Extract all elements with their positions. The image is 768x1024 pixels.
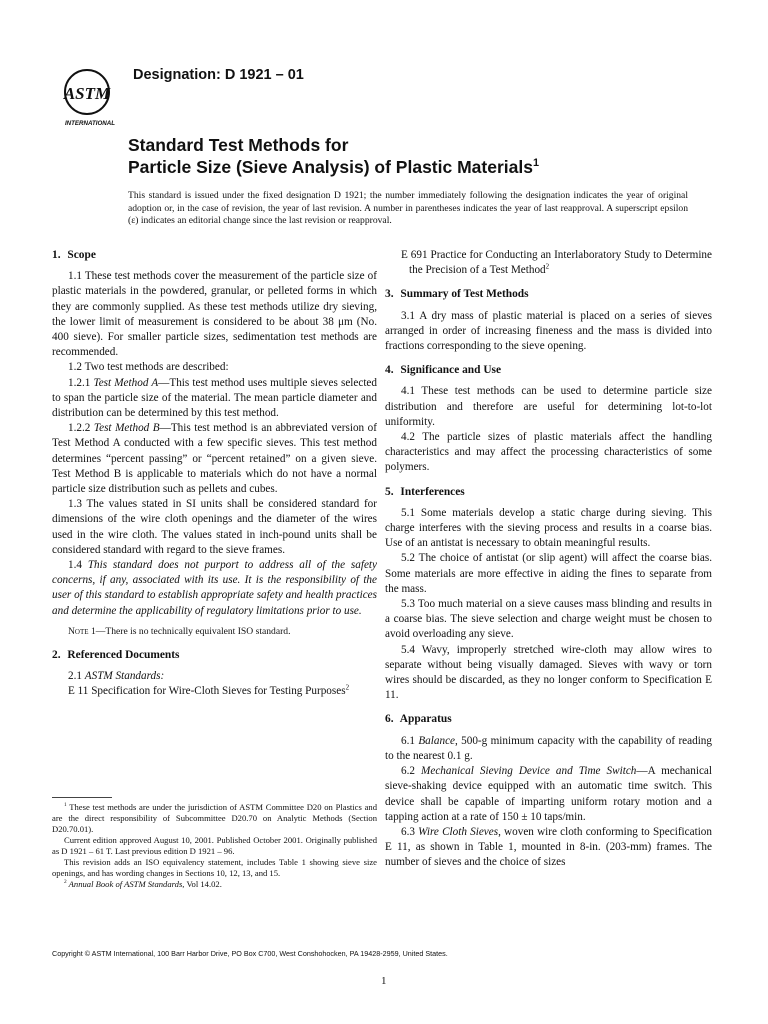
issued-note: This standard is issued under the fixed designation D 1921; the number immediately following the designation indicates the year of original adoption or, in the case of revision, the year of last revision. A number in parentheses indicates the year of last reapproval. A superscript epsilon (ε) indicates an editorial change since the last revision or reapproval. (128, 190, 688, 226)
astm-logo-icon (60, 66, 122, 128)
para-number: 1.2.2 (68, 422, 91, 435)
note-label: Note (68, 625, 89, 637)
title-block (128, 134, 728, 178)
footnote-tail: , Vol 14.02. (182, 879, 222, 889)
para-1-2-1 (52, 376, 377, 422)
section-title: Referenced Documents (67, 649, 180, 662)
para-6-3 (385, 825, 712, 871)
section-title: Scope (67, 249, 96, 261)
para-4-2: 4.2 The particle sizes of plastic materials affect the handling characteristics and may affect the processing characteristics of some polymers. (385, 431, 712, 474)
para-6-1 (385, 734, 712, 764)
left-column (52, 248, 377, 700)
ref-text: E 691 Practice for Conducting an Interlaboratory Study to Determine the Precision of a Test Method (401, 249, 712, 277)
section-title: Summary of Test Methods (400, 288, 529, 301)
para-label: Wire Cloth Sieves (418, 825, 499, 838)
para-1-3: 1.3 The values stated in SI units shall be considered standard for dimensions of the wire cloth openings and the diameter of the wires used in the wire cloth. The values stated in inch-pound units shall be considered standard with regard to the sieve frames. (52, 498, 377, 556)
para-text: , woven wire cloth conforming to Specification E 11, as shown in Table 1, mounted in 8-in. (203-mm) frames. The number of sieves and the choice of sizes (385, 825, 712, 869)
section-2-heading (52, 648, 377, 663)
para-text: —This test method uses multiple sieves selected to span the particle size of the material. The mean particle diameter and distribution can be determined by this test method. (52, 376, 377, 420)
right-column (385, 248, 712, 871)
para-text: —This test method is an abbreviated version of Test Method A conducted with a few specific sieves. This test method determines “percent passing” or “percent retained” on a given sieve. Test Method B is applicable to materials which do not have a normal particle size distribution such as pellets and cubes. (52, 422, 378, 496)
para-number: 6.2 (401, 765, 415, 778)
para-3-1: 3.1 A dry mass of plastic material is placed on a series of sieves arranged in order of increasing fineness and the mass is divided into fractions corresponding to the sieve opening. (385, 309, 712, 353)
title-footnote-mark: 1 (532, 157, 539, 170)
footnotes (52, 802, 377, 890)
section-title: Significance and Use (400, 364, 502, 377)
para-1-2: 1.2 Two test methods are described: (68, 361, 229, 374)
ref-footnote-mark: 2 (345, 683, 350, 692)
para-label: Test Method B (93, 422, 160, 435)
footnote-mark: 2 (64, 879, 67, 886)
para-5-3: 5.3 Too much material on a sieve causes mass blinding and results in a coarse bias. The sieve selection and charge weight must be chosen to avoid overloading any sieve. (385, 598, 712, 641)
section-title: Apparatus (399, 713, 452, 726)
ref-e691 (393, 248, 712, 278)
ref-e11 (60, 684, 377, 699)
para-2-1 (52, 669, 377, 684)
para-number: 2.1 (68, 670, 82, 683)
note-text: 1—There is no technically equivalent ISO standard. (88, 625, 291, 637)
footnote-2 (52, 879, 377, 890)
section-number: 3. (385, 288, 394, 301)
para-4-1: 4.1 These test methods can be used to determine particle size distribution and therefore are useful for determining lot-to-lot uniformity. (385, 385, 712, 428)
logo-text-top: ASTM (63, 84, 111, 103)
section-number: 1. (52, 249, 61, 261)
footnote-divider (52, 797, 112, 798)
para-number: 6.3 (401, 825, 415, 838)
section-1-heading (52, 248, 377, 263)
section-5-heading (385, 485, 712, 500)
title-main: Particle Size (Sieve Analysis) of Plastic Materials (128, 157, 533, 177)
section-4-heading (385, 363, 712, 378)
section-number: 5. (385, 485, 394, 498)
para-label: ASTM Standards: (84, 670, 165, 683)
para-text: , 500-g minimum capacity with the capability of reading to the nearest 0.1 g. (385, 734, 712, 762)
footnote-mark: 1 (64, 802, 67, 809)
copyright-line: Copyright © ASTM International, 100 Barr Harbor Drive, PO Box C700, West Conshohocken, PA 19428-2959, United States. (52, 949, 448, 958)
footnote-1-revision: This revision adds an ISO equivalency statement, includes Table 1 showing sieve size openings, and has wording changes in Sections 10, 12, 13, and 15. (52, 857, 377, 878)
para-label: Mechanical Sieving Device and Time Switch (421, 765, 637, 778)
para-5-1: 5.1 Some materials develop a static charge during sieving. This charge interferes with the sieving process and results in a coarse bias. Use of an antistat is necessary to obtain meaningful results. (385, 506, 712, 550)
para-5-4: 5.4 Wavy, improperly stretched wire-cloth may allow wires to separate without being visually damaged. Sieves with wavy or torn wires should be discarded, as they no longer conform to Specification E 11. (385, 643, 712, 702)
page-number: 1 (381, 975, 387, 987)
footnote-1-approved: Current edition approved August 10, 2001. Published October 2001. Originally published as D 1921 – 61 T. Last previous edition D 1921 – 96. (52, 835, 377, 856)
para-1-1: 1.1 These test methods cover the measurement of the particle size of plastic materials in the powdered, granular, or pelleted forms in which they are commonly supplied. As these test methods utilize dry sieving, the lower limit of measurement is considered to be about 38 μm (No. 400 sieve). For smaller particle sizes, sedimentation test methods are recommended. (52, 270, 377, 359)
note-1 (52, 624, 377, 639)
footnote-text: Annual Book of ASTM Standards (66, 879, 183, 889)
para-1-2-2 (52, 421, 377, 497)
astm-logo (60, 66, 122, 128)
para-number: 1.4 (68, 559, 82, 572)
designation: Designation: D 1921 – 01 (133, 67, 304, 83)
ref-text: E 11 Specification for Wire-Cloth Sieves for Testing Purposes (68, 685, 346, 698)
para-text: This standard does not purport to address all of the safety concerns, if any, associated with its use. It is the responsibility of the user of this standard to establish appropriate safety and health practices and determine the applicability of regulatory limitations prior to use. (52, 559, 378, 617)
section-number: 2. (52, 649, 61, 662)
para-6-2 (385, 764, 712, 825)
ref-footnote-mark: 2 (545, 262, 550, 271)
para-text: —A mechanical sieve-shaking device equipped with an automatic time switch. This device shall be capable of imparting uniform rotary motion and a tapping action at a rate of 150 ± 10 taps/min. (385, 765, 713, 823)
section-number: 6. (385, 713, 394, 726)
title-line-2 (128, 156, 728, 178)
title-line-1: Standard Test Methods for (128, 135, 349, 155)
para-label: Test Method A (93, 376, 159, 389)
section-number: 4. (385, 364, 394, 377)
para-1-4 (52, 558, 377, 619)
footnote-text: These test methods are under the jurisdiction of ASTM Committee D20 on Plastics and are the direct responsibility of Subcommittee D20.70 on Analytic Methods (Section D20.70.01). (52, 802, 377, 834)
para-number: 6.1 (401, 734, 415, 747)
para-5-2: 5.2 The choice of antistat (or slip agent) will affect the coarse bias. Some materials are more effective in aiding the fines to separate from the mass. (385, 552, 712, 595)
footnote-1 (52, 802, 377, 835)
para-label: Balance (418, 734, 455, 747)
section-3-heading (385, 287, 712, 302)
section-6-heading (385, 712, 712, 727)
logo-text-bottom: INTERNATIONAL (64, 120, 116, 127)
section-title: Interferences (400, 485, 465, 498)
para-number: 1.2.1 (68, 376, 91, 389)
